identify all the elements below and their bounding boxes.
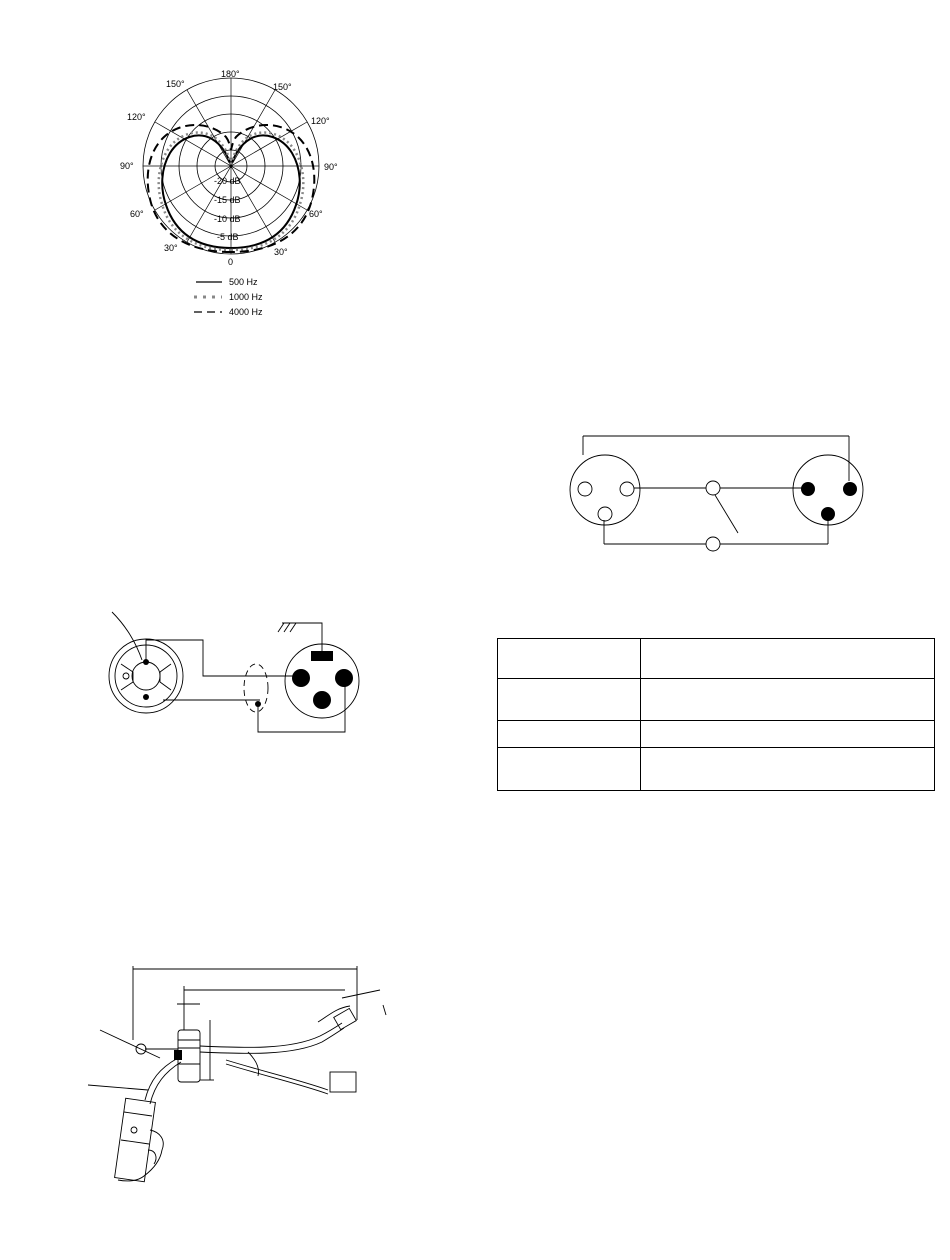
angle-label-120-left: 120°	[127, 112, 146, 122]
table-row	[498, 748, 935, 791]
male-pin-1	[801, 482, 815, 496]
xlr-plug-body	[115, 1098, 156, 1181]
element-contact-bottom	[143, 694, 149, 700]
table-row	[498, 639, 935, 679]
angle-label-180: 180°	[221, 69, 240, 79]
mounting-drawing	[85, 960, 405, 1190]
male-pin-3	[821, 507, 835, 521]
wire-shield-drain	[258, 683, 345, 732]
db-label-10: -10 dB	[214, 214, 241, 224]
element-contact-top	[143, 659, 149, 665]
angle-label-60-left: 60°	[130, 209, 144, 219]
cable-clip	[174, 1050, 182, 1060]
xlr-ground-lug	[311, 651, 333, 661]
angle-label-30-right: 30°	[274, 247, 288, 257]
hand-outline	[118, 1130, 163, 1181]
female-pin-2	[620, 482, 634, 496]
element-disc-hub	[132, 662, 160, 690]
angle-label-150-left: 150°	[166, 79, 185, 89]
xlr-pin-1	[313, 691, 331, 709]
switch-contact-lower	[706, 537, 720, 551]
ground-tick-3	[290, 623, 296, 632]
angle-label-120-right: 120°	[311, 116, 330, 126]
table-cell-label	[498, 748, 641, 791]
table-row	[498, 679, 935, 721]
wire-signal	[146, 640, 298, 676]
xlr-wiring-diagram	[560, 425, 880, 555]
table-cell-value	[641, 639, 935, 679]
xlr-pin-2	[292, 669, 310, 687]
plug-band-2	[121, 1140, 149, 1144]
callout-leader	[112, 612, 142, 660]
head-dimension	[342, 990, 380, 998]
male-pin-2	[843, 482, 857, 496]
db-label-5: -5 dB	[217, 232, 239, 242]
switch-lever	[715, 495, 738, 533]
table-cell-value	[641, 679, 935, 721]
head-outline	[318, 1006, 350, 1022]
cable-inner	[150, 1062, 181, 1104]
ground-tick-1	[278, 623, 284, 632]
ground-wire	[282, 623, 322, 652]
head-dimension-tick	[383, 1005, 386, 1015]
plug-band-1	[124, 1112, 152, 1116]
angle-label-150-right: 150°	[273, 82, 292, 92]
female-pin-3	[598, 507, 612, 521]
boom-alt-position-edge	[226, 1064, 328, 1094]
element-terminal	[123, 673, 129, 679]
xlr-female-body	[570, 455, 640, 525]
table-cell-value	[641, 748, 935, 791]
hand-finger	[148, 1150, 156, 1164]
angle-label-0: 0	[228, 257, 234, 267]
female-pin-1	[578, 482, 592, 496]
xlr-pin-3	[335, 669, 353, 687]
table-cell-label	[498, 679, 641, 721]
db-label-20: -20 dB	[214, 176, 241, 186]
leader-line-upper	[100, 1030, 160, 1058]
leader-line-lower	[88, 1085, 148, 1090]
angle-label-90-left: 90°	[120, 161, 134, 171]
element-slot-right	[160, 664, 171, 690]
ground-tick-2	[284, 623, 290, 632]
legend-label-4000hz: 4000 Hz	[229, 307, 263, 317]
polar-pattern-diagram	[100, 60, 380, 325]
boom-alt-position	[226, 1060, 328, 1090]
table-cell-label	[498, 639, 641, 679]
angle-label-30-left: 30°	[164, 243, 178, 253]
spec-table	[497, 638, 935, 791]
plug-screw	[131, 1127, 137, 1133]
mic-head-lower	[330, 1072, 356, 1092]
table-cell-label	[498, 721, 641, 748]
table-cell-value	[641, 721, 935, 748]
legend-label-1000hz: 1000 Hz	[229, 292, 263, 302]
shield-junction	[255, 701, 261, 707]
switch-contact-upper	[706, 481, 720, 495]
boom-lower-edge	[200, 1028, 344, 1053]
db-label-15: -15 dB	[214, 195, 241, 205]
angle-label-90-right: 90°	[324, 162, 338, 172]
element-wiring-diagram	[100, 605, 370, 740]
table-row	[498, 721, 935, 748]
boom-upper-edge	[200, 1023, 342, 1047]
polar-legend	[194, 277, 263, 317]
angle-label-60-right: 60°	[309, 209, 323, 219]
legend-label-500hz: 500 Hz	[229, 277, 258, 287]
